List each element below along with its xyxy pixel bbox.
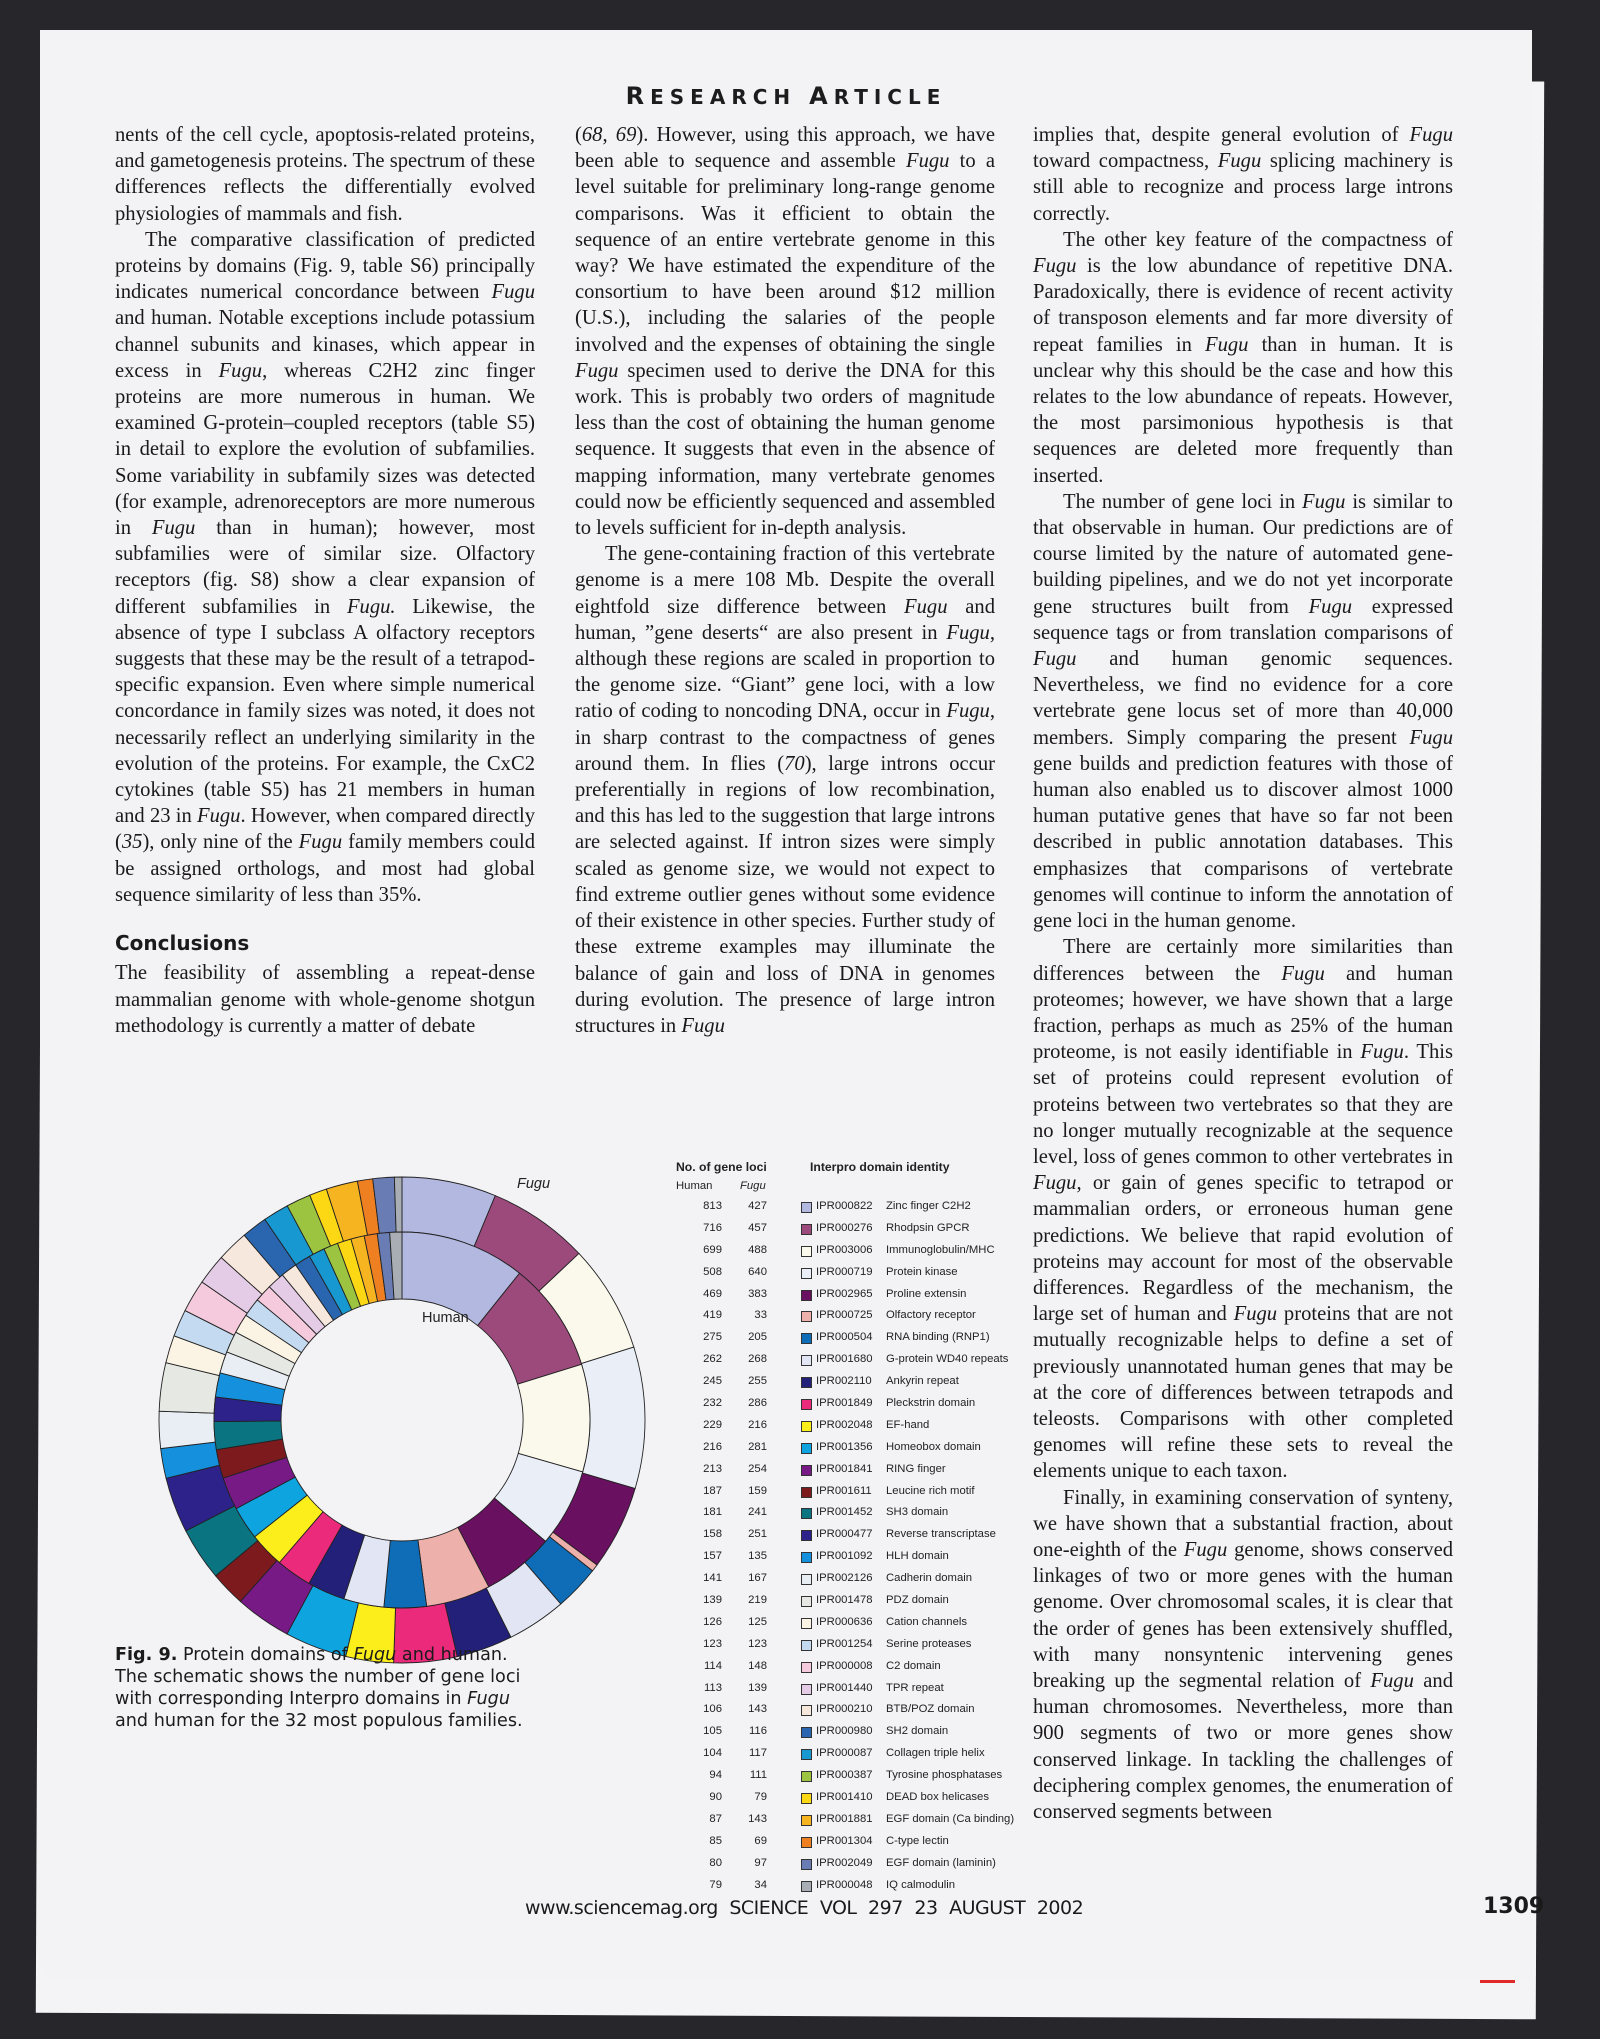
fugu-count: 286 <box>748 1397 767 1410</box>
header-gene-loci: No. of gene loci <box>676 1160 767 1174</box>
color-swatch-icon <box>801 1881 812 1892</box>
table-row <box>670 1502 1050 1524</box>
fugu-count: 143 <box>748 1703 767 1716</box>
color-swatch-icon <box>801 1574 812 1585</box>
human-count: 94 <box>709 1769 722 1782</box>
domain-name: C2 domain <box>886 1659 941 1672</box>
human-count: 79 <box>709 1878 722 1891</box>
domain-name: PDZ domain <box>886 1594 949 1607</box>
interpro-id: IPR000087 <box>816 1747 873 1760</box>
domain-name: EGF domain (laminin) <box>886 1856 996 1869</box>
human-count: 87 <box>709 1812 722 1825</box>
human-count: 106 <box>703 1703 722 1716</box>
human-count: 469 <box>703 1287 722 1300</box>
fugu-count: 268 <box>748 1353 767 1366</box>
color-swatch-icon <box>801 1552 812 1563</box>
color-swatch-icon <box>801 1355 812 1366</box>
domain-name: Zinc finger C2H2 <box>886 1200 971 1212</box>
interpro-id: IPR003006 <box>816 1243 873 1256</box>
domain-name: C-type lectin <box>886 1834 949 1847</box>
fugu-count: 111 <box>749 1769 767 1782</box>
domain-name: SH2 domain <box>886 1725 949 1738</box>
domain-name: TPR repeat <box>886 1681 944 1694</box>
paragraph: The other key feature of the compactness of Fugu is the low abundance of repetitive DNA. Paradoxically, there is evidence of recent activity of transposon elements and far more diversity of repeat families in Fugu than in human. It is unclear why this should be the case and how this relates to the low abundance of repeats. However, the most parsimonious hypothesis is that sequences are deleted more frequently than inserted. <box>1033 228 1453 487</box>
fugu-count: 255 <box>748 1375 767 1388</box>
color-swatch-icon <box>801 1640 812 1651</box>
domain-name: Leucine rich motif <box>886 1484 975 1497</box>
fugu-count: 167 <box>748 1572 767 1585</box>
color-swatch-icon <box>801 1399 812 1410</box>
interpro-id: IPR001841 <box>816 1462 873 1475</box>
running-head-text: RESEARCH ARTICLE <box>625 82 947 110</box>
color-swatch-icon <box>801 1443 812 1454</box>
fugu-count: 281 <box>748 1440 767 1453</box>
human-count: 181 <box>703 1506 722 1519</box>
interpro-id: IPR002965 <box>816 1287 873 1300</box>
color-swatch-icon <box>801 1421 812 1432</box>
fugu-count: 159 <box>748 1484 767 1497</box>
fugu-count: 34 <box>754 1878 767 1891</box>
domain-name: Serine proteases <box>886 1637 972 1650</box>
table-row <box>670 1524 1050 1546</box>
paragraph: nents of the cell cycle, apoptosis-related proteins, and gametogenesis proteins. The spectrum of these differences reflects the differentially evolved physiologies of mammals and fish. <box>115 124 535 225</box>
human-count: 80 <box>709 1856 722 1869</box>
domain-name: Immunoglobulin/MHC <box>886 1243 995 1256</box>
human-count: 105 <box>703 1725 722 1738</box>
table-subheader <box>670 1178 1050 1196</box>
interpro-id: IPR001410 <box>816 1791 873 1804</box>
human-count: 813 <box>703 1200 722 1212</box>
color-swatch-icon <box>801 1618 812 1629</box>
journal-page <box>40 30 1545 1980</box>
table-row <box>670 1196 1050 1218</box>
interpro-id: IPR000504 <box>816 1331 873 1344</box>
donut-segment <box>394 1177 402 1232</box>
interpro-id: IPR000719 <box>816 1265 873 1278</box>
header-interpro-identity: Interpro domain identity <box>810 1160 950 1174</box>
fugu-count: 125 <box>748 1615 767 1628</box>
human-count: 141 <box>703 1572 722 1585</box>
color-swatch-icon <box>801 1246 812 1257</box>
fugu-count: 79 <box>754 1791 767 1804</box>
fugu-count: 135 <box>748 1550 767 1563</box>
domain-name: RNA binding (RNP1) <box>886 1331 990 1344</box>
human-count: 90 <box>709 1791 722 1804</box>
figure-caption <box>115 1644 535 1732</box>
donut-svg <box>152 1170 652 1670</box>
fugu-count: 97 <box>754 1856 767 1869</box>
donut-segment <box>581 1347 645 1488</box>
fugu-count: 383 <box>748 1287 767 1300</box>
conclusions-paragraph: The feasibility of assembling a repeat-dense mammalian genome with whole-genome shotgun methodology is currently a matter of debate <box>115 962 535 1037</box>
table-row <box>670 1481 1050 1503</box>
table-row <box>670 1305 1050 1327</box>
fugu-count: 488 <box>748 1243 767 1256</box>
table-row <box>670 1284 1050 1306</box>
color-swatch-icon <box>801 1268 812 1279</box>
human-count: 699 <box>703 1243 722 1256</box>
interpro-id: IPR000008 <box>816 1659 873 1672</box>
interpro-id: IPR001304 <box>816 1834 873 1847</box>
domain-name: HLH domain <box>886 1550 949 1563</box>
paragraph: There are certainly more similarities than differences between the Fugu and human proteomes; however, we have shown that a large fraction, perhaps as much as 25% of the human proteome, is not easily identifiable in Fugu. This set of proteins could represent evolution of proteins between two vertebrates so that they are no longer mutually recognizable at the sequence level, loss of genes common to other vertebrates in Fugu, or gain of genes specific to tetrapod or mammalian orders, or erroneous human gene predictions. We believe that rapid evolution of proteins may account for most of the observable differences. Regardless of the mechanism, the large set of human and Fugu proteins that are not mutually recognizable helps to define a set of previously unannotated human genes that may be at the core of differences between tetrapods and teleosts. Comparisons with other completed genomes will refine these sets to reveal the elements unique to each taxon. <box>1033 936 1454 1483</box>
domain-name: Protein kinase <box>886 1265 958 1278</box>
domain-name: Cadherin domain <box>886 1572 973 1585</box>
human-count: 85 <box>709 1834 722 1847</box>
inner-ring-label: Human <box>422 1310 469 1326</box>
interpro-id: IPR000387 <box>816 1769 873 1782</box>
domain-name: Homeobox domain <box>886 1440 981 1453</box>
color-swatch-icon <box>801 1202 812 1213</box>
color-swatch-icon <box>801 1290 812 1301</box>
caption-text: Protein domains of Fugu and human. The schematic shows the number of gene loci with corresponding Interpro domains in Fugu and human for the 32 most populous families. <box>115 1645 523 1731</box>
column-left-body <box>115 122 535 908</box>
subheader-fugu: Fugu <box>740 1180 766 1192</box>
fugu-count: 148 <box>748 1659 767 1672</box>
human-count: 139 <box>703 1594 722 1607</box>
domain-name: IQ calmodulin <box>886 1878 956 1891</box>
domain-name: Tyrosine phosphatases <box>886 1769 1003 1782</box>
column-right <box>1033 122 1453 1825</box>
table-body <box>670 1196 1050 1897</box>
interpro-id: IPR002049 <box>816 1856 873 1869</box>
fugu-count: 251 <box>748 1528 767 1541</box>
domain-name: Pleckstrin domain <box>886 1397 976 1410</box>
color-swatch-icon <box>801 1705 812 1716</box>
human-count: 275 <box>703 1331 722 1344</box>
fugu-count: 457 <box>748 1221 767 1234</box>
interpro-id: IPR001680 <box>816 1353 873 1366</box>
human-count: 216 <box>703 1440 722 1453</box>
human-count: 213 <box>703 1462 722 1475</box>
color-swatch-icon <box>801 1487 812 1498</box>
donut-segment <box>518 1364 590 1472</box>
table-row <box>670 1678 1050 1700</box>
fugu-count: 139 <box>748 1681 767 1694</box>
interpro-id: IPR000276 <box>816 1221 873 1234</box>
table-row <box>670 1371 1050 1393</box>
interpro-id: IPR002048 <box>816 1418 873 1431</box>
interpro-id: IPR001356 <box>816 1440 873 1453</box>
interpro-id: IPR001452 <box>816 1506 873 1519</box>
table-header <box>670 1158 1050 1178</box>
table-row <box>670 1327 1050 1349</box>
human-count: 245 <box>703 1375 722 1388</box>
fugu-count: 241 <box>748 1506 767 1519</box>
fugu-count: 640 <box>748 1265 767 1278</box>
human-count: 187 <box>703 1484 722 1497</box>
running-head <box>40 82 1532 110</box>
color-swatch-icon <box>801 1333 812 1344</box>
table-row <box>670 1349 1050 1371</box>
section-heading-conclusions: Conclusions <box>115 931 250 956</box>
interpro-id: IPR000210 <box>816 1703 873 1716</box>
fugu-count: 33 <box>754 1309 767 1322</box>
interpro-id: IPR001254 <box>816 1637 873 1650</box>
table-row <box>670 1831 1050 1853</box>
color-swatch-icon <box>801 1749 812 1760</box>
human-count: 114 <box>703 1659 722 1672</box>
interpro-id: IPR001440 <box>816 1681 873 1694</box>
paragraph: implies that, despite general evolution of Fugu toward compactness, Fugu splicing machinery is still able to recognize and process large introns correctly. <box>1033 124 1453 225</box>
domain-name: Cation channels <box>886 1615 968 1628</box>
table-row <box>670 1568 1050 1590</box>
interpro-id: IPR001849 <box>816 1397 873 1410</box>
subheader-human: Human <box>676 1180 713 1192</box>
fugu-count: 254 <box>748 1462 767 1475</box>
color-swatch-icon <box>801 1377 812 1388</box>
color-swatch-icon <box>801 1684 812 1695</box>
domain-name: Olfactory receptor <box>886 1309 976 1322</box>
interpro-id: IPR000980 <box>816 1725 873 1738</box>
human-count: 126 <box>703 1615 722 1628</box>
interpro-id: IPR001611 <box>816 1484 872 1497</box>
color-swatch-icon <box>801 1771 812 1782</box>
domain-name: Ankyrin repeat <box>886 1375 959 1388</box>
color-swatch-icon <box>801 1596 812 1607</box>
human-count: 419 <box>703 1309 722 1322</box>
fugu-count: 116 <box>748 1725 767 1738</box>
fugu-count: 117 <box>748 1747 767 1760</box>
human-count: 229 <box>703 1418 722 1431</box>
table-row <box>670 1699 1050 1721</box>
interpro-id: IPR000725 <box>816 1309 873 1322</box>
table-row <box>670 1875 1050 1897</box>
paragraph: The comparative classification of predicted proteins by domains (Fig. 9, table S6) principally indicates numerical concordance between Fugu and human. Notable exceptions include potassium channel subunits and kinases, which appear in excess in Fugu, whereas C2H2 zinc finger proteins are more numerous in human. We examined G-protein–coupled receptors (table S5) in detail to explore the evolution of subfamilies. Some variability in subfamily sizes was detected (for example, adrenoreceptors are more numerous in Fugu than in human); however, most subfamilies were of similar size. Olfactory receptors (fig. S8) show a clear expansion of different subfamilies in Fugu. Likewise, the absence of type I subclass A olfactory receptors suggests that these may be the result of a tetrapod-specific expansion. Even where simple numerical concordance in family sizes was noted, it does not necessarily reflect an underlying similarity in the evolution of the proteins. For example, the CxC2 cytokines (table S5) has 21 members in human and 23 in Fugu. However, when compared directly (35), only nine of the Fugu family members could be assigned orthologs, and most had global sequence similarity of less than 35%. <box>115 228 535 906</box>
color-swatch-icon <box>801 1530 812 1541</box>
table-row <box>670 1590 1050 1612</box>
fugu-count: 216 <box>748 1418 767 1431</box>
interpro-id: IPR000822 <box>816 1200 873 1212</box>
table-row <box>670 1262 1050 1284</box>
donut-segment <box>159 1411 215 1448</box>
figure-9-table <box>670 1158 1050 1897</box>
domain-name: DEAD box helicases <box>886 1791 989 1804</box>
domain-name: Rhodpsin GPCR <box>886 1221 970 1234</box>
human-count: 262 <box>703 1353 722 1366</box>
interpro-id: IPR000048 <box>816 1878 873 1891</box>
color-swatch-icon <box>801 1727 812 1738</box>
human-count: 716 <box>703 1221 722 1234</box>
table-row <box>670 1634 1050 1656</box>
fugu-count: 205 <box>748 1331 767 1344</box>
table-row <box>670 1546 1050 1568</box>
column-left <box>115 122 535 1039</box>
color-swatch-icon <box>801 1837 812 1848</box>
table-row <box>670 1743 1050 1765</box>
domain-name: Reverse transcriptase <box>886 1528 996 1541</box>
figure-label: Fig. 9. <box>115 1645 178 1665</box>
interpro-id: IPR000636 <box>816 1615 873 1628</box>
page-number: 1309 <box>1483 1894 1545 1919</box>
paragraph: Finally, in examining conservation of synteny, we have shown that a substantial fraction, about one-eighth of the Fugu genome, shows conserved linkages of two or more genes with the human genome. Over chromosomal scales, it is clear that the order of genes has been extensively shuffled, with many nonsyntenic intervening genes breaking up the segmental relation of Fugu and human chromosomes. Nevertheless, more than 900 segments of two or more genes show conserved linkage. In tackling the challenges of deciphering complex genomes, the enumeration of conserved segments between <box>1033 1486 1454 1823</box>
color-swatch-icon <box>801 1224 812 1235</box>
paragraph: The number of gene loci in Fugu is similar to that observable in human. Our predictions are of course limited by the nature of automated gene-building pipelines, and we do not yet incorporate gene structures built from Fugu expressed sequence tags or from translation comparisons of Fugu and human genomic sequences. Nevertheless, we find no evidence for a core vertebrate gene locus set of more than 40,000 members. Simply comparing the present Fugu gene builds and prediction features with those of human also enabled us to discover almost 1000 human putative genes that have so far not been described in public annotation databases. This emphasizes that comparisons of vertebrate genomes will continue to inform the annotation of gene loci in the human genome. <box>1033 490 1453 933</box>
interpro-id: IPR001092 <box>816 1550 873 1563</box>
domain-name: EF-hand <box>886 1418 930 1431</box>
fugu-count: 123 <box>748 1637 767 1650</box>
domain-name: Proline extensin <box>886 1287 967 1300</box>
interpro-id: IPR000477 <box>816 1528 873 1541</box>
domain-name: BTB/POZ domain <box>886 1703 975 1716</box>
domain-name: G-protein WD40 repeats <box>886 1353 1009 1366</box>
human-count: 113 <box>703 1681 722 1694</box>
human-count: 158 <box>703 1528 722 1541</box>
column-middle-body <box>575 122 995 1039</box>
table-row <box>670 1809 1050 1831</box>
table-row <box>670 1218 1050 1240</box>
color-swatch-icon <box>801 1311 812 1322</box>
fugu-count: 69 <box>754 1834 767 1847</box>
fugu-count: 143 <box>748 1812 767 1825</box>
domain-name: RING finger <box>886 1462 946 1475</box>
fugu-count: 427 <box>748 1200 767 1212</box>
table-row <box>670 1240 1050 1262</box>
human-count: 508 <box>703 1265 722 1278</box>
column-right-body <box>1033 122 1453 1825</box>
table-row <box>670 1656 1050 1678</box>
human-count: 123 <box>703 1637 722 1650</box>
interpro-id: IPR001881 <box>816 1812 873 1825</box>
interpro-id: IPR002126 <box>816 1572 873 1585</box>
column-middle <box>575 122 995 1039</box>
figure-9-donut-chart <box>152 1170 652 1670</box>
domain-name: Collagen triple helix <box>886 1747 985 1760</box>
human-count: 104 <box>703 1747 722 1760</box>
table-row <box>670 1437 1050 1459</box>
paragraph: The gene-containing fraction of this vertebrate genome is a mere 108 Mb. Despite the overall eightfold size difference between Fugu and human, ”gene deserts“ are also present in Fugu, although these regions are scaled in proportion to the genome size. “Giant” gene loci, with a low ratio of coding to noncoding DNA, occur in Fugu, in sharp contrast to the compactness of genes around them. In flies (70), large introns occur preferentially in regions of low recombination, and this has led to the suggestion that large introns are selected against. If intron sizes were simply scaled as genome size, we would not expect to find extreme outlier genes without some evidence of their existence in other species. Further study of these extreme examples may illuminate the balance of gain and loss of DNA in genomes during evolution. The presence of large intron structures in Fugu <box>575 543 995 1037</box>
interpro-id: IPR001478 <box>816 1594 873 1607</box>
table-row <box>670 1393 1050 1415</box>
color-swatch-icon <box>801 1815 812 1826</box>
color-swatch-icon <box>801 1508 812 1519</box>
color-swatch-icon <box>801 1662 812 1673</box>
table-row <box>670 1765 1050 1787</box>
paragraph: (68, 69). However, using this approach, we have been able to sequence and assemble Fugu to a level suitable for preliminary long-range genome comparisons. Was it efficient to obtain the sequence of an entire vertebrate genome in this way? We have estimated the expenditure of the consortium to have been around $12 million (U.S.), including the salaries of the people involved and the expenses of obtaining the single Fugu specimen used to derive the DNA for this work. This is probably two orders of magnitude less than the cost of obtaining the human genome sequence. It suggests that even in the absence of mapping information, many vertebrate genomes could now be efficiently sequenced and assembled to levels sufficient for in-depth analysis. <box>575 124 995 540</box>
outer-ring-label: Fugu <box>517 1176 551 1192</box>
table-row <box>670 1787 1050 1809</box>
domain-name: SH3 domain <box>886 1506 949 1519</box>
table-row <box>670 1721 1050 1743</box>
page-footer-citation: www.sciencemag.org SCIENCE VOL 297 23 AUGUST 2002 <box>525 1897 1084 1919</box>
table-row <box>670 1853 1050 1875</box>
human-count: 232 <box>703 1397 722 1410</box>
color-swatch-icon <box>801 1793 812 1804</box>
color-swatch-icon <box>801 1859 812 1870</box>
table-row <box>670 1612 1050 1634</box>
domain-name: EGF domain (Ca binding) <box>886 1812 1015 1825</box>
human-count: 157 <box>703 1550 722 1563</box>
color-swatch-icon <box>801 1465 812 1476</box>
interpro-id: IPR002110 <box>816 1375 872 1388</box>
fugu-count: 219 <box>748 1594 767 1607</box>
table-row <box>670 1415 1050 1437</box>
table-row <box>670 1459 1050 1481</box>
